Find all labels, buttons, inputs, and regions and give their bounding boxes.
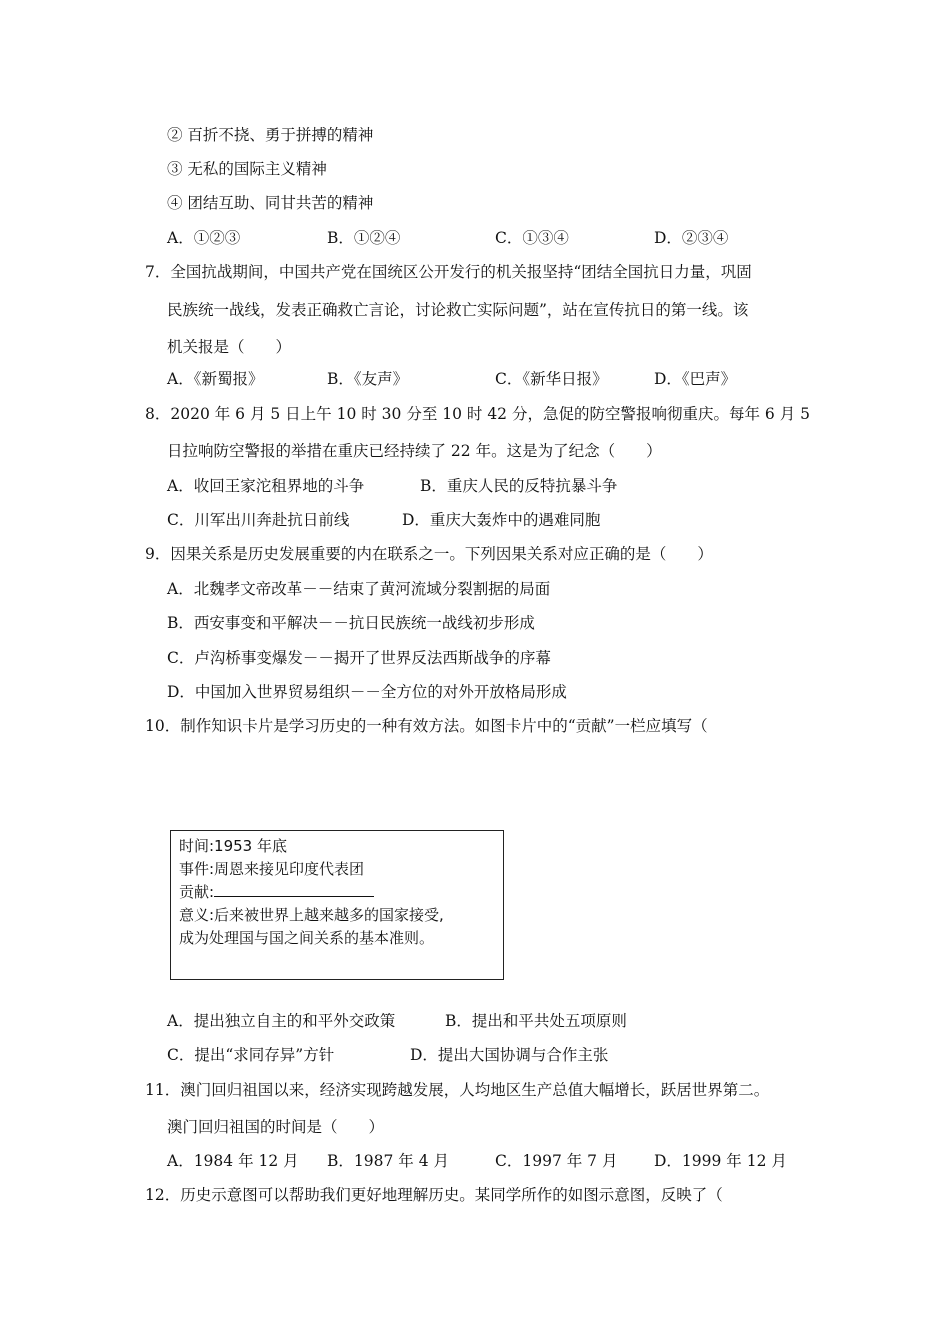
q10-option-d: D．提出大国协调与合作主张 — [410, 1046, 609, 1064]
q10-stem: 10．制作知识卡片是学习历史的一种有效方法。如图卡片中的“贡献”一栏应填写（ — [145, 717, 708, 735]
q6-option-c: C．①③④ — [495, 229, 569, 247]
q6-option-d: D．②③④ — [654, 229, 729, 247]
q9-option-a: A．北魏孝文帝改革－－结束了黄河流域分裂割据的局面 — [167, 580, 551, 598]
card-contribution — [179, 881, 495, 904]
q7-stem-line3: 机关报是（ ） — [167, 338, 292, 356]
card-contribution-label: 贡献: — [179, 883, 215, 901]
q11-option-c: C．1997 年 7 月 — [495, 1152, 618, 1170]
q8-option-b: B．重庆人民的反特抗暴斗争 — [420, 477, 618, 495]
knowledge-card — [170, 830, 504, 980]
q7-option-d: D．《巴声》 — [654, 370, 737, 388]
q7-stem-line1: 7．全国抗战期间，中国共产党在国统区公开发行的机关报坚持“团结全国抗日力量，巩固 — [145, 263, 752, 281]
card-event: 事件:周恩来接见印度代表团 — [179, 860, 365, 878]
q9-option-d: D．中国加入世界贸易组织－－全方位的对外开放格局形成 — [167, 683, 567, 701]
card-contribution-blank — [214, 882, 374, 897]
q10-option-c: C．提出“求同存异”方针 — [167, 1046, 335, 1064]
q11-option-b: B．1987 年 4 月 — [327, 1152, 449, 1170]
q11-stem-line1: 11．澳门回归祖国以来，经济实现跨越发展，人均地区生产总值大幅增长，跃居世界第二。 — [145, 1081, 770, 1099]
q9-option-b: B．西安事变和平解决－－抗日民族统一战线初步形成 — [167, 614, 535, 632]
q12-stem: 12．历史示意图可以帮助我们更好地理解历史。某同学所作的如图示意图，反映了（ — [145, 1186, 723, 1204]
q8-option-a: A．收回王家沱租界地的斗争 — [167, 477, 365, 495]
q11-option-d: D．1999 年 12 月 — [654, 1152, 787, 1170]
q7-option-b: B．《友声》 — [327, 370, 409, 388]
q6-option-a: A．①②③ — [167, 229, 241, 247]
q8-option-c: C．川军出川奔赴抗日前线 — [167, 511, 350, 529]
q10-option-b: B．提出和平共处五项原则 — [445, 1012, 627, 1030]
q6-item-4: ④ 团结互助、同甘共苦的精神 — [167, 194, 374, 212]
q6-item-2: ② 百折不挠、勇于拼搏的精神 — [167, 126, 374, 144]
q6-item-3: ③ 无私的国际主义精神 — [167, 160, 327, 178]
q9-option-c: C．卢沟桥事变爆发－－揭开了世界反法西斯战争的序幕 — [167, 649, 551, 667]
q8-stem-line1: 8．2020 年 6 月 5 日上午 10 时 30 分至 10 时 42 分，急促的防空警报响彻重庆。每年 6 月 5 — [145, 405, 810, 423]
card-time: 时间:1953 年底 — [179, 837, 287, 855]
card-meaning-line1: 意义:后来被世界上越来越多的国家接受, — [179, 906, 444, 924]
q8-option-d: D．重庆大轰炸中的遇难同胞 — [402, 511, 601, 529]
q7-option-a: A．《新蜀报》 — [167, 370, 264, 388]
q11-option-a: A．1984 年 12 月 — [167, 1152, 299, 1170]
q7-option-c: C．《新华日报》 — [495, 370, 608, 388]
q10-option-a: A．提出独立自主的和平外交政策 — [167, 1012, 396, 1030]
q8-stem-line2: 日拉响防空警报的举措在重庆已经持续了 22 年。这是为了纪念（ ） — [167, 442, 662, 460]
q11-stem-line2: 澳门回归祖国的时间是（ ） — [167, 1118, 385, 1136]
q7-stem-line2: 民族统一战线，发表正确救亡言论，讨论救亡实际问题”，站在宣传抗日的第一线。该 — [167, 301, 749, 319]
q9-stem: 9．因果关系是历史发展重要的内在联系之一。下列因果关系对应正确的是（ ） — [145, 545, 713, 563]
card-meaning-line2: 成为处理国与国之间关系的基本准则。 — [179, 929, 435, 947]
q6-option-b: B．①②④ — [327, 229, 401, 247]
